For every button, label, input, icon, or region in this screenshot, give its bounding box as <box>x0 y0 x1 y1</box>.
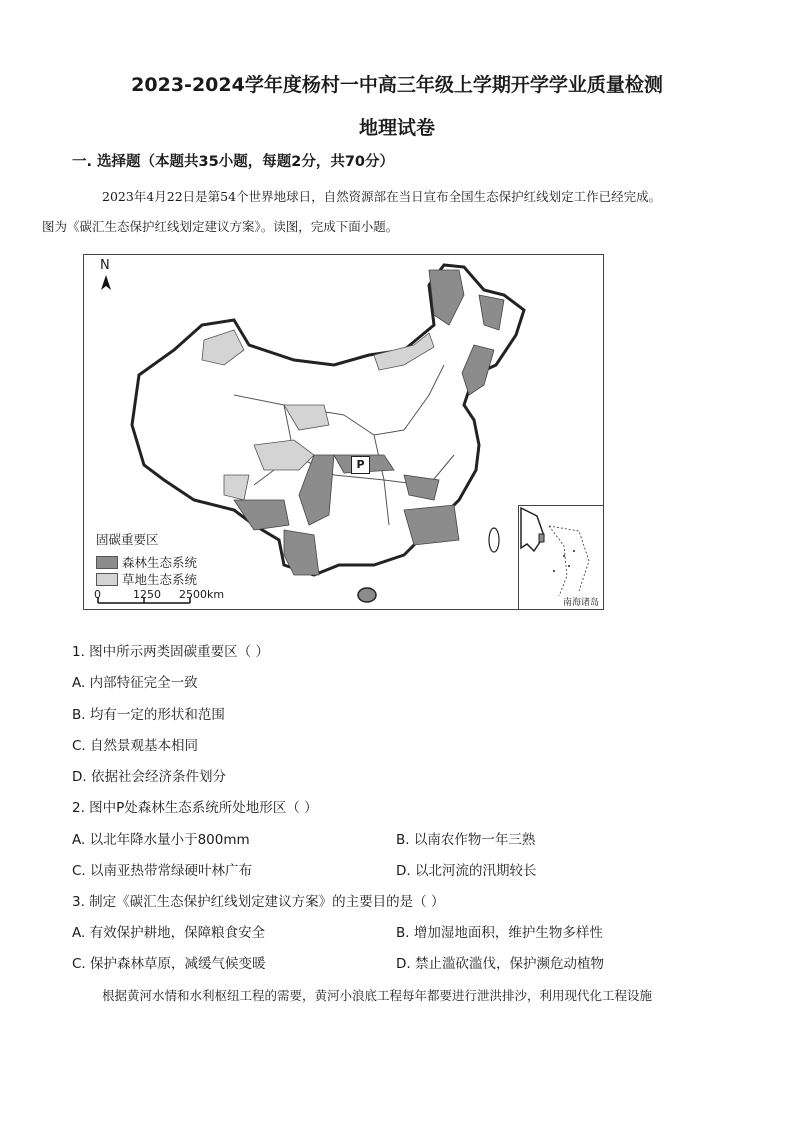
grass-swatch <box>96 573 118 586</box>
q3-option-c: C. 保护森林草原，减缓气候变暖 <box>72 956 266 972</box>
north-arrow-icon <box>101 275 111 290</box>
exam-subtitle: 地理试卷 <box>358 117 435 139</box>
question-1-stem: 1. 图中所示两类固碳重要区（ ） <box>72 644 269 660</box>
legend-grass <box>96 570 197 588</box>
q1-option-b: B. 均有一定的形状和范围 <box>72 707 225 723</box>
scale-label-1250: 1250 <box>133 588 161 601</box>
q3-option-d: D. 禁止滥砍滥伐，保护濒危动植物 <box>396 956 604 972</box>
q1-option-c: C. 自然景观基本相同 <box>72 738 199 754</box>
q2-option-b: B. 以南农作物一年三熟 <box>396 832 536 848</box>
question-2-stem: 2. 图中P处森林生态系统所处地形区（ ） <box>72 800 318 816</box>
exam-title: 2023-2024学年度杨村一中高三年级上学期开学学业质量检测 <box>131 74 663 96</box>
hainan-island <box>358 588 376 602</box>
closing-paragraph: 根据黄河水情和水利枢纽工程的需要，黄河小浪底工程每年都要进行泄洪排沙，利用现代化工程设施 <box>102 988 653 1003</box>
q3-option-a: A. 有效保护耕地，保障粮食安全 <box>72 925 266 941</box>
question-3-stem: 3. 制定《碳汇生态保护红线划定建议方案》的主要目的是（ ） <box>72 894 445 910</box>
legend-forest-label: 森林生态系统 <box>122 555 198 570</box>
intro-paragraph <box>42 182 732 242</box>
legend-grass-label: 草地生态系统 <box>122 572 198 587</box>
north-label: N <box>100 258 110 273</box>
legend-title: 固碳重要区 <box>96 532 159 547</box>
q3-option-b: B. 增加湿地面积，维护生物多样性 <box>396 925 603 941</box>
inset-label: 南海诸岛 <box>563 598 600 608</box>
q1-option-a: A. 内部特征完全一致 <box>72 675 198 691</box>
q2-option-c: C. 以南亚热带常绿硬叶林广布 <box>72 863 253 879</box>
q1-option-d: D. 依据社会经济条件划分 <box>72 769 226 785</box>
section-heading: 一. 选择题（本题共35小题，每题2分，共70分） <box>72 154 395 170</box>
q2-option-a: A. 以北年降水量小于800mm <box>72 832 250 848</box>
forest-swatch <box>96 556 118 569</box>
p-marker: P <box>351 456 370 474</box>
taiwan-island <box>489 528 499 552</box>
scale-label-0: 0 <box>94 588 101 601</box>
scale-label-2500: 2500km <box>179 588 225 601</box>
legend-forest <box>96 553 197 571</box>
intro-line-2: 图为《碳汇生态保护红线划定建议方案》。读图，完成下面小题。 <box>42 219 399 234</box>
q2-option-d: D. 以北河流的汛期较长 <box>396 863 537 879</box>
forest-region-south <box>404 505 459 545</box>
intro-line-1: 2023年4月22日是第54个世界地球日，自然资源部在当日宣布全国生态保护红线划定工作已经完成。 <box>102 189 662 204</box>
